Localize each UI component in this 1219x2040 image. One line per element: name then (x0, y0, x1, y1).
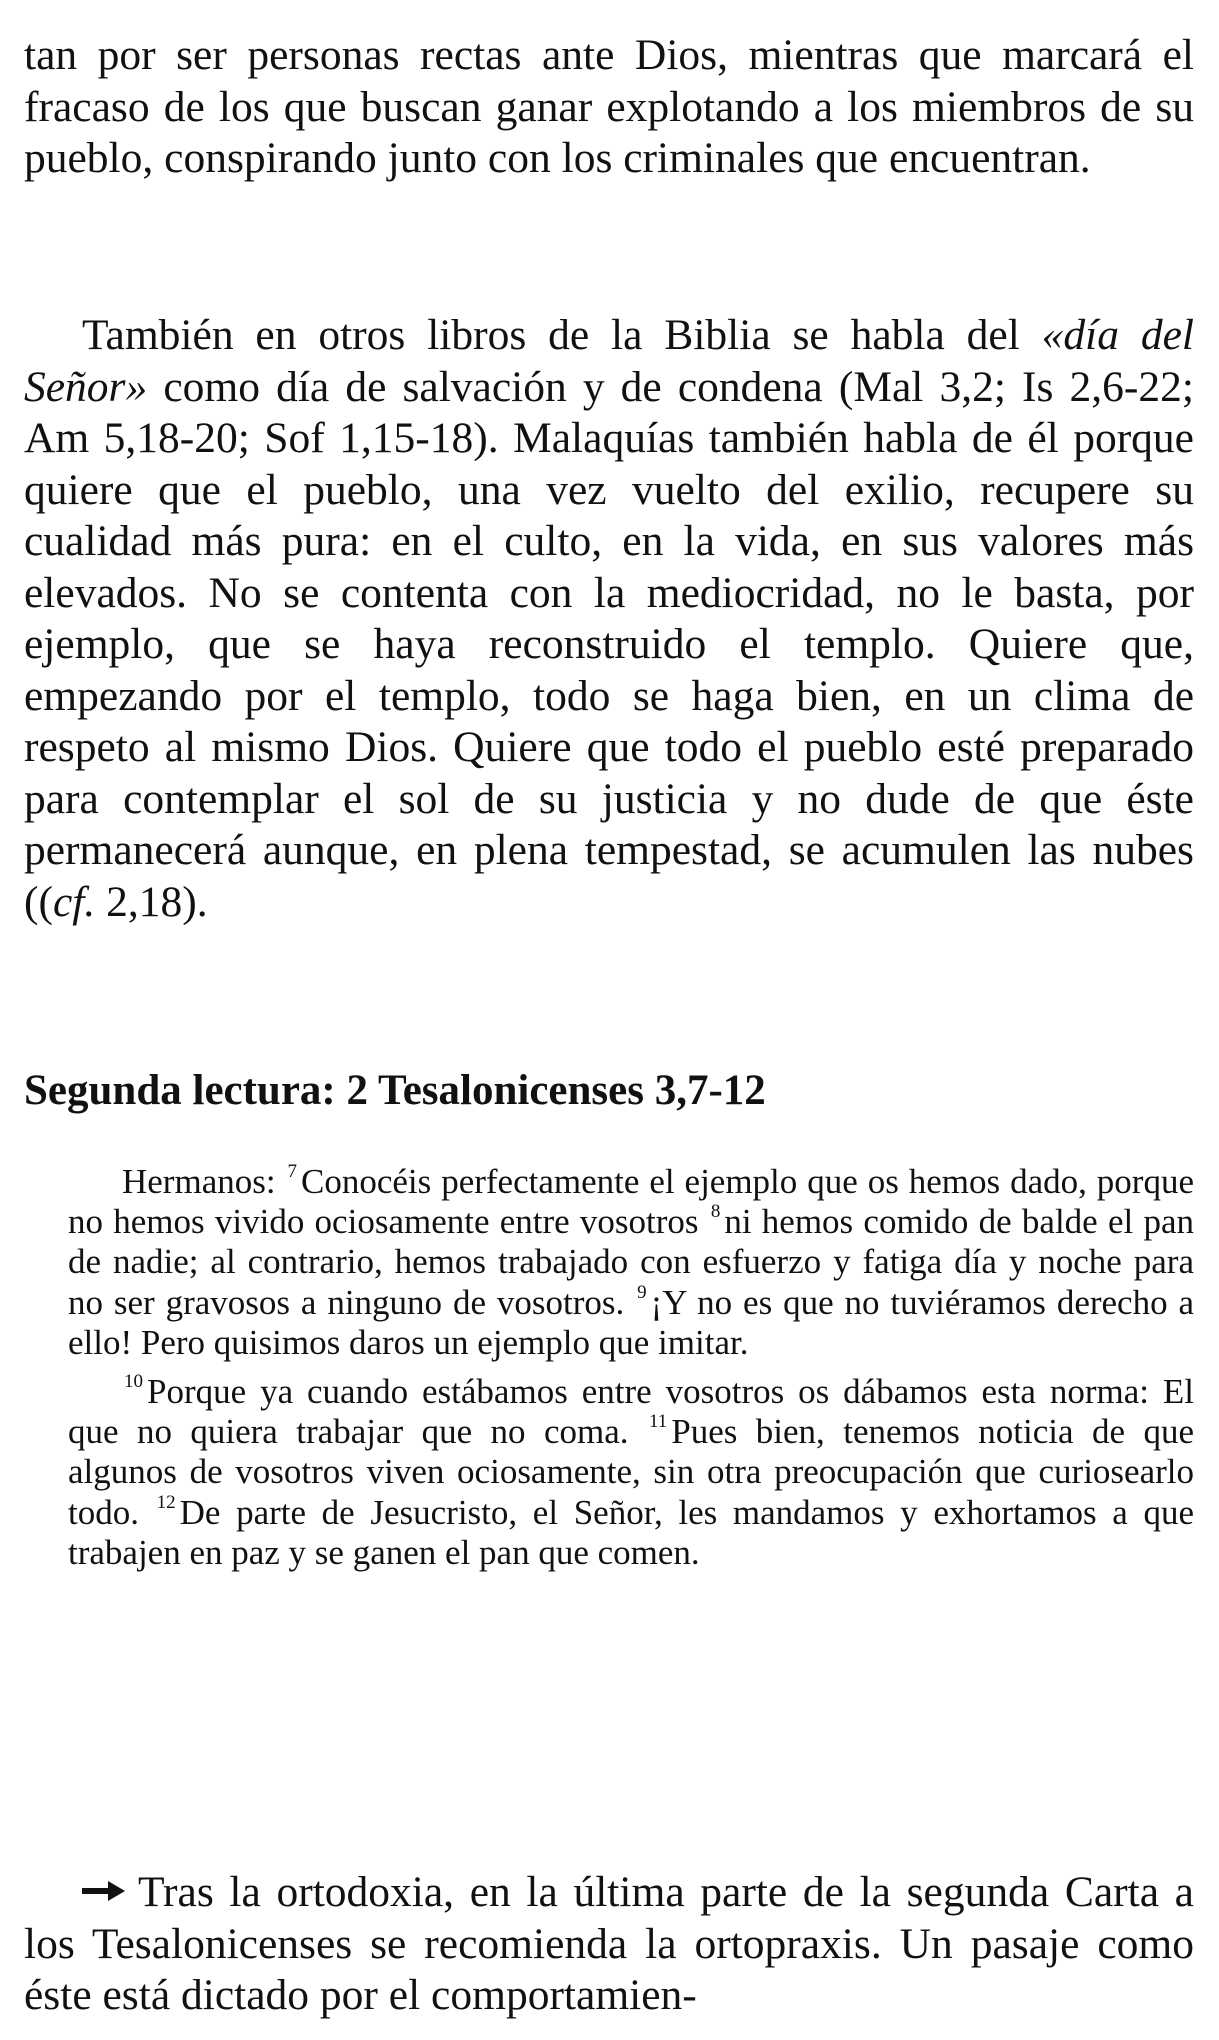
verse-number: 12 (156, 1491, 176, 1513)
reading-text: De parte de Jesucristo, el Señor, les mandamos y exhortamos a que trabajen en paz y se ganen el pan que comen. (68, 1492, 1194, 1572)
paragraph-continuation: tan por ser personas rectas ante Dios, mientras que marcará el fracaso de los que buscan ganar explotando a los miembros de su pueblo, conspirando junto con los criminales que encuentran. (24, 31, 1194, 182)
commentary-text: Tras la ortodoxia, en la última parte de la segunda Carta a los Tesalonicenses se recomienda la ortopraxis. Un pasaje como éste está dictado por el comportamien- (24, 1868, 1194, 2019)
book-page (24, 30, 1195, 2019)
paragraph-text: como día de salvación y de condena (Mal 3,2; Is 2,6-22; Am 5,18-20; Sof 1,15-18). Malaquías también habla de él porque quiere que el pueblo, una vez vuelto del exilio, recupere su cualidad más pura: en el culto, en la vida, en sus valores más elevados. No se contenta con la mediocridad, no le basta, por ejemplo, que se haya reconstruido el templo. Quiere que, empezando por el templo, todo se haga bien, en un clima de respeto al mismo Dios. Quiere que todo el pueblo esté preparado para contemplar el sol de su justicia y no dude de que éste permanecerá aunque, en plena tempestad, se acumulen las nubes (( (24, 362, 1194, 926)
section-heading: Segunda lectura: 2 Tesalonicenses 3,7-12 (24, 1067, 766, 1114)
reading-text: ni hemos comido de balde el pan de nadie; al contrario, hemos trabajado con esfuerzo y fatiga día y noche para no ser gravosos a ninguno de vosotros. (68, 1202, 1194, 1322)
verse-number: 7 (287, 1161, 298, 1182)
reading-text: Porque ya cuando estábamos entre vosotros os dábamos esta norma: El que no quiera trabajar que no coma. (68, 1372, 1194, 1452)
commentary-paragraph (24, 1863, 1194, 2022)
paragraph-dia-del-senor (24, 310, 1194, 928)
reading-paragraph (68, 1372, 1194, 1573)
reading-paragraph (68, 1162, 1194, 1363)
arrow-icon (80, 1863, 126, 1885)
scripture-reading (68, 1162, 1194, 1573)
paragraph-text: También en otros libros de la Biblia se habla del (82, 311, 1042, 359)
commentary-section (24, 1863, 1194, 2022)
reading-text: Pues bien, tenemos noticia de que algunos de vosotros viven ociosamente, sin otra preocupación que curiosearlo todo. (68, 1412, 1194, 1532)
verse-number: 8 (710, 1201, 721, 1223)
paragraph-text: 2,18). (95, 877, 208, 926)
verse-number: 10 (124, 1371, 143, 1393)
verse-number: 9 (637, 1281, 647, 1303)
reading-text: Conocéis perfectamente el ejemplo que os hemos dado, porque no hemos vivido ociosamente entre vosotros (68, 1162, 1194, 1242)
italic-abbrev: cf. (52, 877, 96, 926)
reading-text: ¡Y no es que no tuviéramos derecho a ello! Pero quisimos daros un ejemplo que imitar. (68, 1282, 1195, 1362)
reading-text: Hermanos: (122, 1162, 286, 1201)
verse-number: 11 (648, 1411, 668, 1433)
italic-phrase: «día del Señor» (24, 311, 1194, 411)
